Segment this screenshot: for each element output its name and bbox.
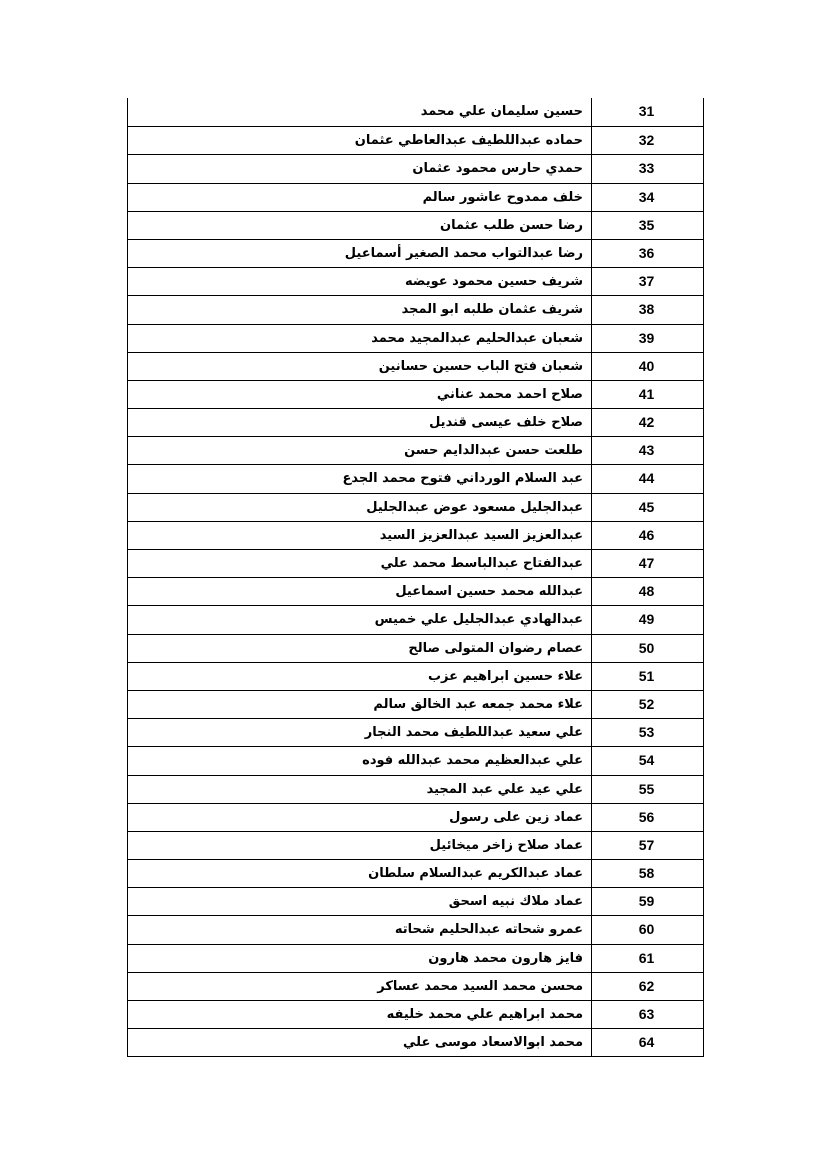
number-cell: 45 bbox=[591, 494, 703, 521]
table-row bbox=[128, 493, 703, 521]
table-row bbox=[128, 324, 703, 352]
number-cell: 64 bbox=[591, 1029, 703, 1056]
number-cell: 63 bbox=[591, 1001, 703, 1028]
table-row bbox=[128, 549, 703, 577]
name-cell: محمد ابوالاسعاد موسى علي bbox=[403, 1035, 583, 1051]
name-cell: طلعت حسن عبدالدايم حسن bbox=[404, 443, 583, 459]
name-cell: شريف حسين محمود عويضه bbox=[405, 274, 583, 290]
table-row bbox=[128, 436, 703, 464]
name-cell: عبدالفتاح عبدالباسط محمد علي bbox=[380, 556, 583, 571]
table-row bbox=[128, 352, 703, 380]
name-cell: شعبان فتح الباب حسين حسانين bbox=[378, 358, 583, 374]
names-table bbox=[127, 98, 704, 1057]
name-cell: محسن محمد السيد محمد عساكر bbox=[377, 978, 583, 994]
table-row bbox=[128, 295, 703, 323]
name-cell: حسين سليمان علي محمد bbox=[420, 104, 583, 119]
number-cell: 62 bbox=[591, 973, 703, 1000]
table-row bbox=[128, 154, 703, 182]
name-cell: عبدالهادي عبدالجليل علي خميس bbox=[374, 612, 583, 628]
name-cell: حماده عبداللطيف عبدالعاطي عثمان bbox=[354, 133, 583, 149]
table-row bbox=[128, 887, 703, 915]
table-row bbox=[128, 662, 703, 690]
name-cell: عبدالله محمد حسين اسماعيل bbox=[395, 584, 583, 600]
name-cell: صلاح احمد محمد عناني bbox=[436, 386, 583, 402]
table-row bbox=[128, 718, 703, 746]
name-cell: عبدالجليل مسعود عوض عبدالجليل bbox=[366, 499, 583, 515]
number-cell: 44 bbox=[591, 465, 703, 492]
name-cell: عصام رضوان المتولى صالح bbox=[408, 640, 583, 656]
name-cell: شريف عثمان طلبه ابو المجد bbox=[401, 302, 583, 318]
table-row bbox=[128, 1000, 703, 1028]
table-row bbox=[128, 915, 703, 943]
table-row bbox=[128, 634, 703, 662]
table-row bbox=[128, 98, 703, 126]
number-cell: 51 bbox=[591, 663, 703, 690]
number-cell: 46 bbox=[591, 522, 703, 549]
number-cell: 38 bbox=[591, 296, 703, 323]
name-cell: خلف ممدوح عاشور سالم bbox=[422, 189, 583, 205]
table-row bbox=[128, 831, 703, 859]
number-cell: 34 bbox=[591, 184, 703, 211]
number-cell: 55 bbox=[591, 776, 703, 803]
table-row bbox=[128, 211, 703, 239]
number-cell: 40 bbox=[591, 353, 703, 380]
name-cell: رضا حسن طلب عثمان bbox=[440, 217, 583, 233]
name-cell: عمرو شحاته عبدالحليم شحاته bbox=[394, 922, 583, 938]
name-cell: عماد عبدالكريم عبدالسلام سلطان bbox=[368, 866, 583, 882]
name-cell: علي عيد علي عبد المجيد bbox=[426, 781, 583, 797]
number-cell: 58 bbox=[591, 860, 703, 887]
number-cell: 42 bbox=[591, 409, 703, 436]
name-cell: رضا عبدالتواب محمد الصغير أسماعيل bbox=[344, 245, 583, 261]
number-cell: 59 bbox=[591, 888, 703, 915]
table-row bbox=[128, 267, 703, 295]
name-cell: عماد صلاح زاخر ميخائيل bbox=[429, 837, 583, 853]
table-row bbox=[128, 746, 703, 774]
number-cell: 35 bbox=[591, 212, 703, 239]
table-row bbox=[128, 944, 703, 972]
name-cell: صلاح خلف عيسى قنديل bbox=[429, 415, 583, 431]
table-row bbox=[128, 408, 703, 436]
number-cell: 48 bbox=[591, 578, 703, 605]
number-cell: 56 bbox=[591, 804, 703, 831]
table-row bbox=[128, 521, 703, 549]
number-cell: 41 bbox=[591, 381, 703, 408]
name-cell: عماد زين على رسول bbox=[449, 809, 583, 825]
name-cell: عبد السلام الورداني فتوح محمد الجدع bbox=[342, 471, 583, 487]
number-cell: 37 bbox=[591, 268, 703, 295]
number-cell: 52 bbox=[591, 691, 703, 718]
table-row bbox=[128, 1028, 703, 1056]
number-cell: 53 bbox=[591, 719, 703, 746]
table-row bbox=[128, 690, 703, 718]
number-cell: 32 bbox=[591, 127, 703, 154]
name-cell: عبدالعزيز السيد عبدالعزيز السيد bbox=[379, 527, 583, 543]
number-cell: 33 bbox=[591, 155, 703, 182]
table-row bbox=[128, 380, 703, 408]
table-row bbox=[128, 464, 703, 492]
table-row bbox=[128, 803, 703, 831]
number-cell: 60 bbox=[591, 916, 703, 943]
name-cell: فايز هارون محمد هارون bbox=[428, 950, 583, 966]
table-row bbox=[128, 775, 703, 803]
number-cell: 43 bbox=[591, 437, 703, 464]
number-cell: 39 bbox=[591, 325, 703, 352]
table-row bbox=[128, 972, 703, 1000]
name-cell: حمدي حارس محمود عثمان bbox=[412, 161, 583, 177]
table-row bbox=[128, 183, 703, 211]
number-cell: 50 bbox=[591, 635, 703, 662]
name-cell: شعبان عبدالحليم عبدالمجيد محمد bbox=[371, 330, 583, 346]
number-cell: 36 bbox=[591, 240, 703, 267]
number-cell: 47 bbox=[591, 550, 703, 577]
number-cell: 57 bbox=[591, 832, 703, 859]
name-cell: علاء محمد جمعه عبد الخالق سالم bbox=[373, 696, 583, 712]
table-row bbox=[128, 859, 703, 887]
name-cell: علي سعيد عبداللطيف محمد النجار bbox=[364, 725, 583, 741]
number-cell: 54 bbox=[591, 747, 703, 774]
name-cell: محمد ابراهيم علي محمد خليفه bbox=[386, 1007, 583, 1022]
table-row bbox=[128, 577, 703, 605]
number-cell: 61 bbox=[591, 945, 703, 972]
number-cell: 49 bbox=[591, 606, 703, 633]
number-cell: 31 bbox=[591, 98, 703, 126]
name-cell: علاء حسين ابراهيم عزب bbox=[427, 668, 583, 684]
table-row bbox=[128, 605, 703, 633]
name-cell: علي عبدالعظيم محمد عبدالله فوده bbox=[362, 753, 583, 769]
table-row bbox=[128, 239, 703, 267]
table-row bbox=[128, 126, 703, 154]
name-cell: عماد ملاك نبيه اسحق bbox=[448, 894, 583, 910]
